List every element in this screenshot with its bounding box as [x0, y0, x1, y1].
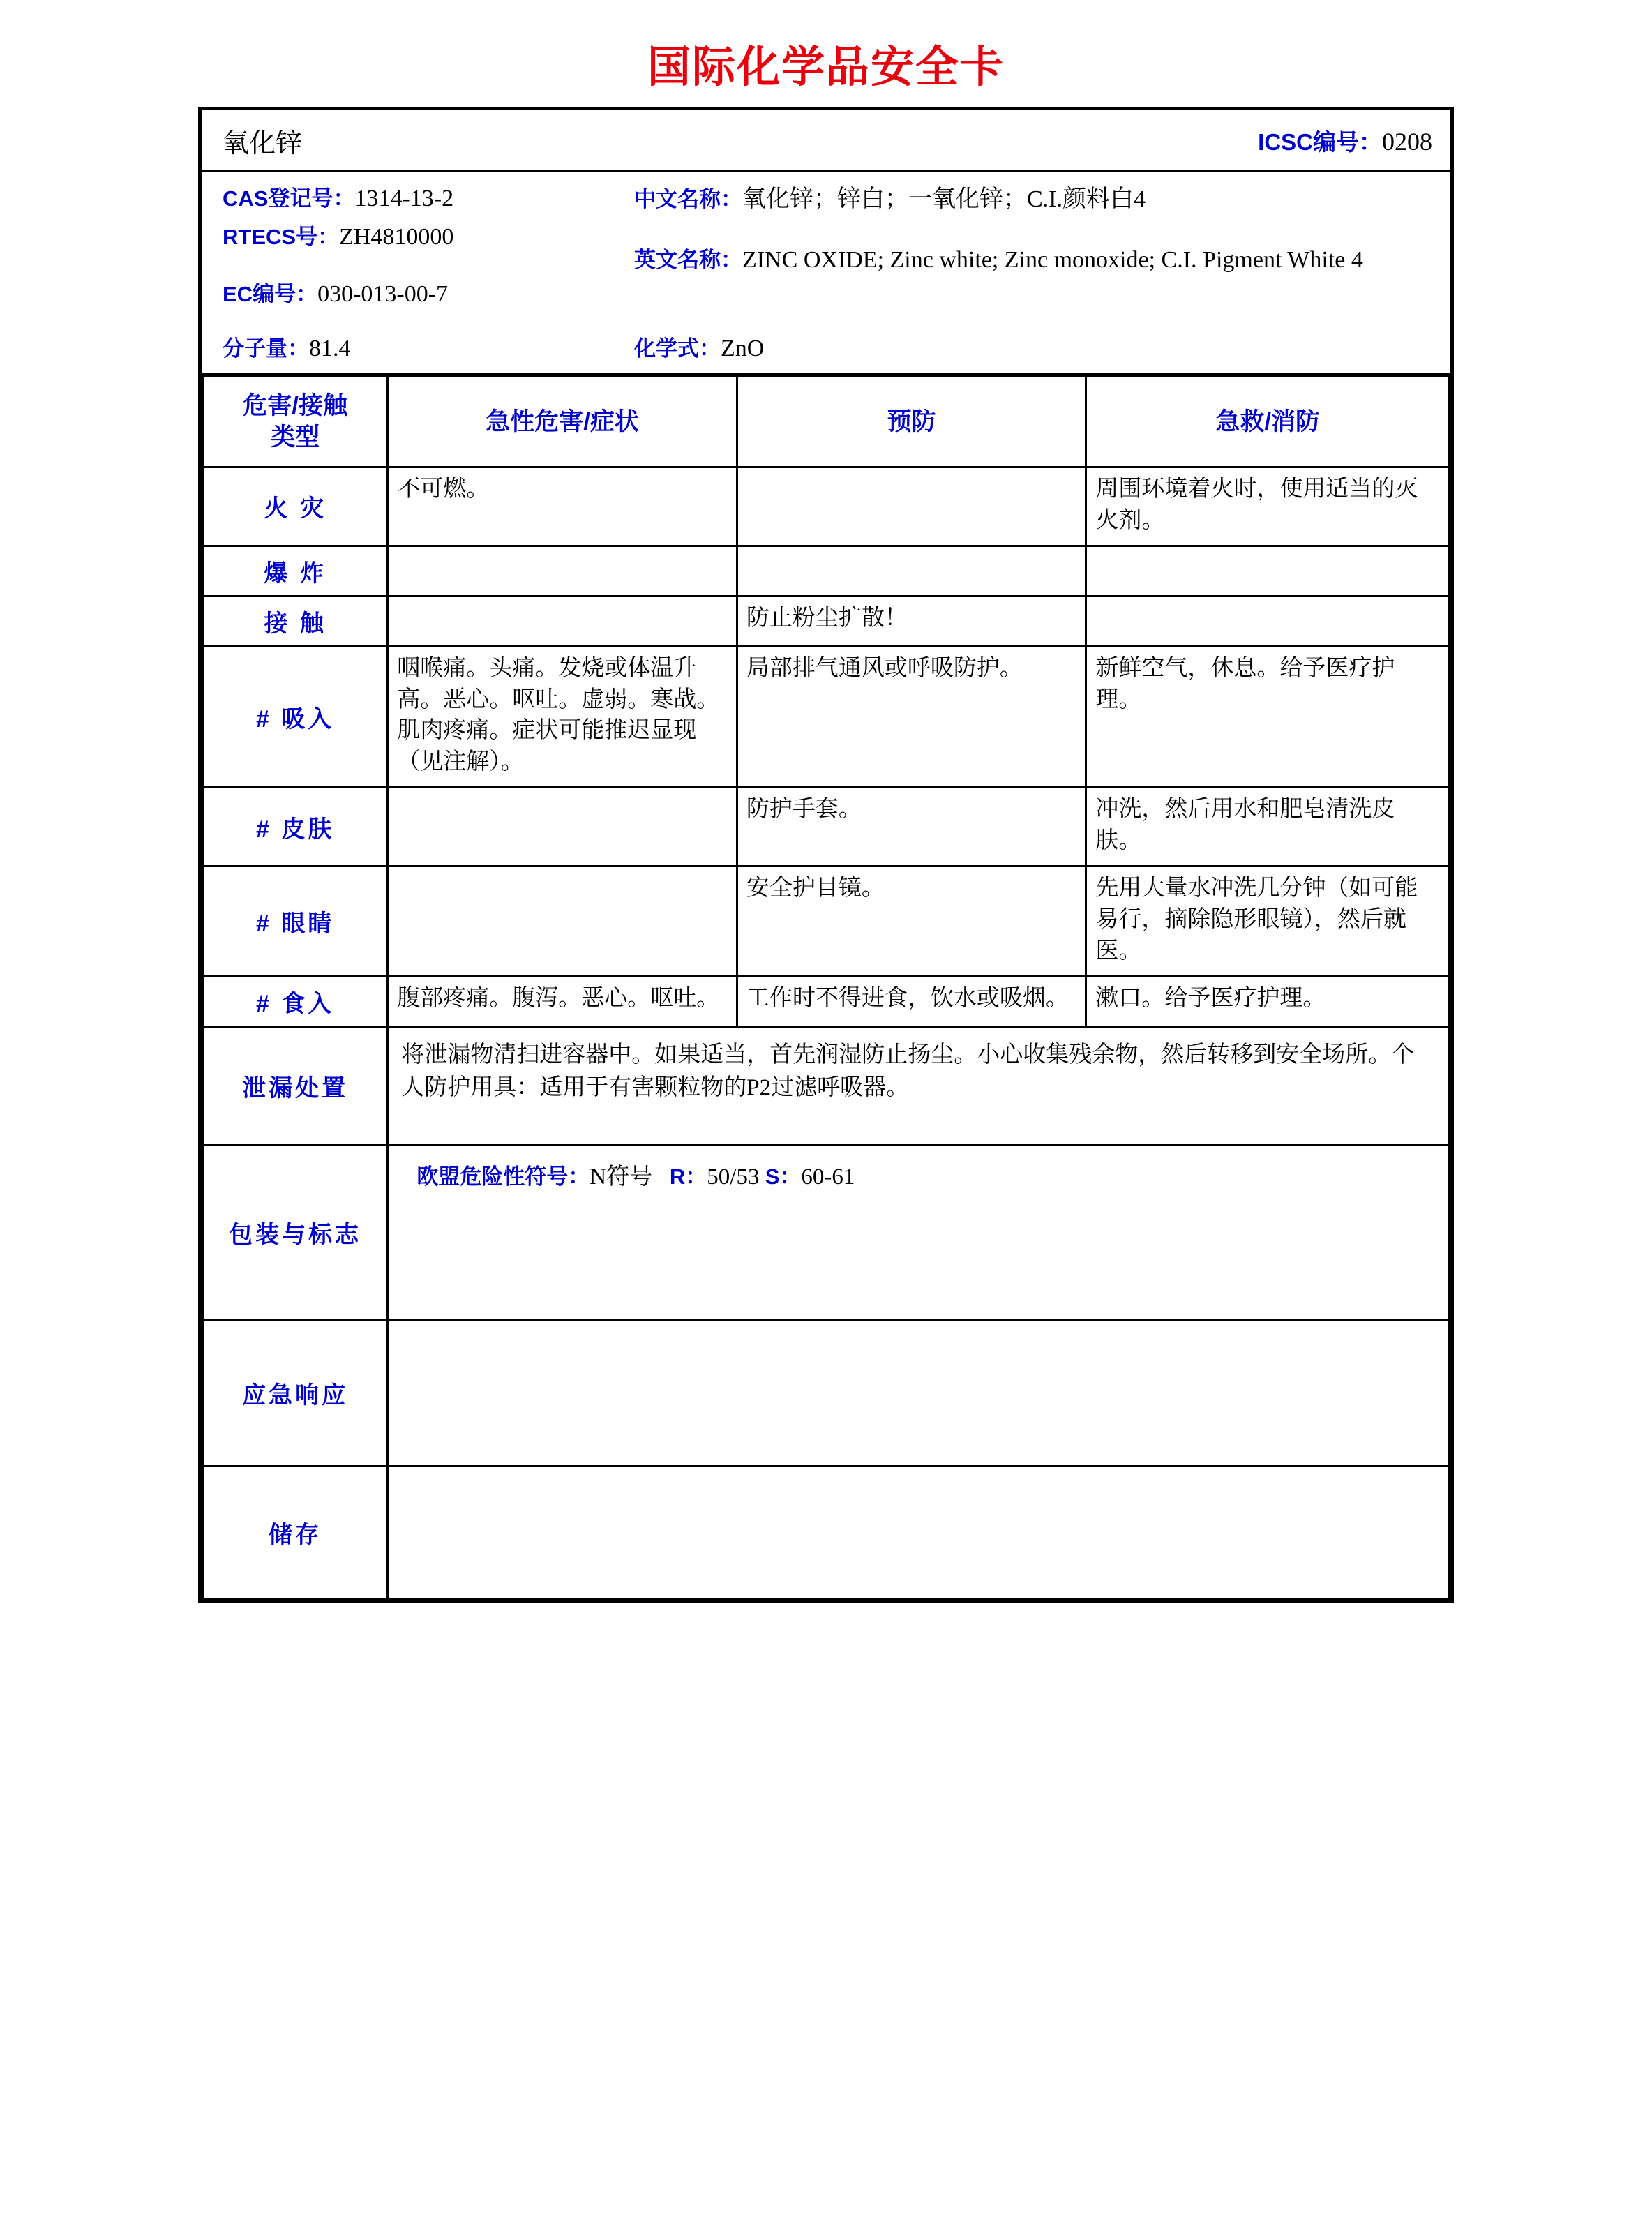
english-name-label: 英文名称： [634, 248, 742, 272]
table-row [203, 467, 1450, 546]
storage-row [203, 1466, 1450, 1598]
r-phrase-label: R： [669, 1164, 707, 1189]
row-type-ingestion: # 食入 [203, 976, 388, 1026]
identifiers-right [634, 181, 1450, 315]
rtecs-label: RTECS号： [223, 225, 340, 250]
cell-exposure-prevention: 防止粉尘扩散！ [737, 596, 1086, 646]
formula-row [202, 315, 1450, 366]
chemical-formula-label: 化学式： [634, 336, 721, 361]
cell-storage-text [388, 1466, 1450, 1598]
chinese-name-value: 氧化锌；锌白；一氧化锌；C.I.颜料白4 [742, 186, 1146, 212]
table-row [203, 546, 1450, 596]
cell-fire-firstaid: 周围环境着火时，使用适当的灭火剂。 [1086, 467, 1450, 546]
cell-ingestion-acute: 腹部疼痛。腹泻。恶心。呕吐。 [388, 976, 737, 1026]
cell-packaging-content [388, 1145, 1450, 1319]
molecular-weight-label: 分子量： [223, 336, 309, 361]
cas-value: 1314-13-2 [354, 186, 454, 211]
table-row [203, 646, 1450, 788]
ec-label: EC编号： [223, 281, 318, 306]
chinese-name-row [634, 181, 1434, 217]
cell-exposure-acute [388, 596, 737, 646]
row-label-storage: 储存 [203, 1466, 388, 1598]
cell-skin-prevention: 防护手套。 [737, 788, 1086, 866]
rtecs-value: ZH4810000 [339, 224, 454, 250]
cell-eyes-firstaid: 先用大量水冲洗几分钟（如可能易行，摘除隐形眼镜），然后就医。 [1086, 866, 1450, 976]
column-header-firstaid: 急救/消防 [1086, 376, 1450, 467]
cell-ingestion-prevention: 工作时不得进食，饮水或吸烟。 [737, 976, 1086, 1026]
icsc-label: ICSC编号： [1258, 129, 1382, 155]
table-row [203, 596, 1450, 646]
identifiers-block [202, 172, 1450, 375]
identifiers-left [202, 181, 634, 315]
column-header-type [203, 376, 388, 467]
cell-spill-text: 将泄漏物清扫进容器中。如果适当，首先润湿防止扬尘。小心收集残余物，然后转移到安全场所。个人防护用具：适用于有害颗粒物的P2过滤呼吸器。 [388, 1026, 1450, 1145]
s-phrase-label: S： [765, 1164, 802, 1189]
spill-row [203, 1026, 1450, 1145]
packaging-row [203, 1145, 1450, 1319]
ec-row [223, 277, 634, 311]
english-name-value: ZINC OXIDE; Zinc white; Zinc monoxide; C.I. Pigment White 4 [742, 247, 1363, 273]
cell-ingestion-firstaid: 漱口。给予医疗护理。 [1086, 976, 1450, 1026]
cell-explosion-acute [388, 546, 737, 596]
s-phrase-value: 60-61 [801, 1164, 855, 1190]
english-name-row [634, 242, 1434, 278]
cell-eyes-acute [388, 866, 737, 976]
emergency-row [203, 1319, 1450, 1466]
icsc-card [198, 107, 1454, 1603]
column-header-type-line2: 类型 [271, 423, 320, 451]
r-phrase-value: 50/53 [707, 1164, 760, 1190]
eu-symbol-label: 欧盟危险性符号： [416, 1164, 590, 1189]
cell-explosion-firstaid [1086, 546, 1450, 596]
cell-eyes-prevention: 安全护目镜。 [737, 866, 1086, 976]
table-header-row [203, 376, 1450, 467]
row-type-fire: 火 灾 [203, 467, 388, 546]
hazards-table [202, 375, 1450, 1600]
icsc-value: 0208 [1382, 128, 1432, 156]
row-label-spill: 泄漏处置 [203, 1026, 388, 1145]
row-label-emergency: 应急响应 [203, 1319, 388, 1466]
row-type-explosion: 爆 炸 [203, 546, 388, 596]
cell-skin-firstaid: 冲洗，然后用水和肥皂清洗皮肤。 [1086, 788, 1450, 866]
icsc-number-block [1258, 124, 1432, 157]
chinese-name-label: 中文名称： [634, 187, 742, 211]
cell-emergency-text [388, 1319, 1450, 1466]
chemical-formula-value: ZnO [721, 335, 765, 361]
row-type-exposure: 接 触 [203, 596, 388, 646]
row-label-packaging: 包装与标志 [203, 1145, 388, 1319]
molecular-weight [223, 331, 634, 362]
eu-symbol-value: N符号 [590, 1164, 653, 1190]
cell-inhalation-acute: 咽喉痛。头痛。发烧或体温升高。恶心。呕吐。虚弱。寒战。肌肉疼痛。症状可能推迟显现（见注解）。 [388, 646, 737, 788]
substance-name: 氧化锌 [223, 129, 303, 158]
table-row [203, 788, 1450, 866]
molecular-weight-value: 81.4 [309, 335, 351, 361]
cell-fire-acute: 不可燃。 [388, 467, 737, 546]
cell-explosion-prevention [737, 546, 1086, 596]
row-type-eyes: # 眼睛 [203, 866, 388, 976]
page-title: 国际化学品安全卡 [647, 43, 1005, 91]
cas-label: CAS登记号： [223, 186, 355, 211]
cell-skin-acute [388, 788, 737, 866]
cell-inhalation-firstaid: 新鲜空气，休息。给予医疗护理。 [1086, 646, 1450, 788]
column-header-type-line1: 危害/接触 [243, 391, 348, 419]
chemical-formula [634, 331, 764, 362]
cell-exposure-firstaid [1086, 596, 1450, 646]
cas-row [223, 181, 634, 216]
column-header-acute: 急性危害/症状 [388, 376, 737, 467]
rtecs-row [223, 220, 634, 254]
table-row [203, 866, 1450, 976]
table-row [203, 976, 1450, 1026]
ec-value: 030-013-00-7 [317, 280, 449, 307]
cell-fire-prevention [737, 467, 1086, 546]
row-type-inhalation: # 吸入 [203, 646, 388, 788]
cell-inhalation-prevention: 局部排气通风或呼吸防护。 [737, 646, 1086, 788]
card-header [202, 110, 1450, 172]
row-type-skin: # 皮肤 [203, 788, 388, 866]
column-header-prevention: 预防 [737, 376, 1086, 467]
